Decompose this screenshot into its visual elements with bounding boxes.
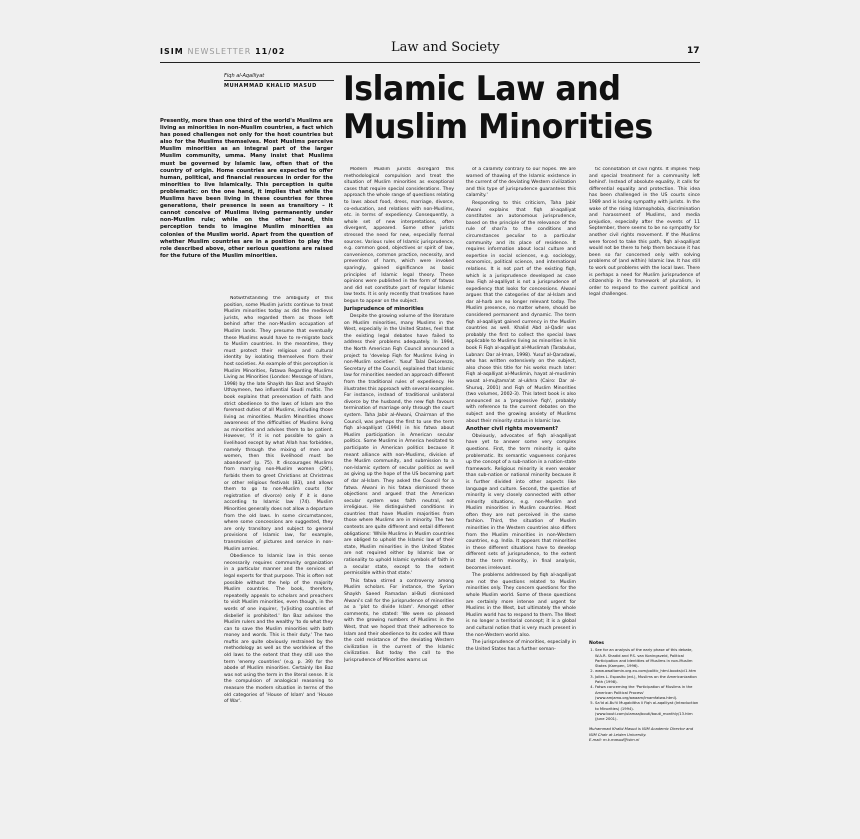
article-intro: Presently, more than one third of the world's Muslims are living as minorities in non-Muslim countries, a fact which has posed challenges not only for the host countries but also for the Muslims themselves. Most Muslims perceive Muslim minorities as an integral part of the larger Muslim community, umma. Many insist that Muslims must be governed by Islamic law, often that of the country of origin. Home countries are expected to offer human, political, and financial resources in order for the minorities to live Islamically. This perception is quite problematic: on the one hand, it implies that while the Muslims have been living in these countries for three generations, their presence is seen as transitory – it cannot conceive of Muslims living permanently under non-Muslim rule; while on the other hand, this perception tends to imagine Muslim minorities as colonies of the Muslim world. Apart from the question of whether Muslim countries are in a position to play the role described above, other serious questions are raised for the future of the Muslim minorities.	[160, 118, 333, 259]
column-4	[589, 167, 700, 343]
author-bio: Muhammad Khalid Masud is ISIM Academic Director and ISIM Chair at Leiden University.	[589, 727, 694, 737]
paragraph: Obedience to Islamic law in this sense necessarily requires community organization in a particular manner and the services of legal experts for that purpose. This is often not possible without the help of the majority Muslim countries. The book, therefore, repeatedly appeals to scholars and preachers to visit Muslim minorities, even though, in the words of one inquirer, '[v]isiting countries of disbelief is prohibited.' Ibn Baz advises the Muslim rulers and the wealthy 'to do what they can to save the Muslim minorities with both money and words. This is their duty.' The two muftis are quite obviously restrained by the methodology as well as the worldview of the old laws to the extent that they still use the term 'enemy countries' (e.g. p. 39) for the abode of Muslim minorities. Certainly Ibn Baz was not using the term in the literal sense. It is the compulsion of analogical reasoning to measure the modern situation in terms of the old categories of 'House of Islam' and 'House of War'.	[224, 554, 333, 705]
paragraph: The jurisprudence of minorities, especially in the United States has a further seman-	[466, 640, 576, 652]
author-name: MUHAMMAD KHALID MASUD	[224, 83, 317, 89]
newsletter-masthead	[160, 47, 285, 56]
notes-section	[589, 641, 700, 743]
column-2	[344, 167, 454, 807]
issue-number: 11/02	[255, 47, 286, 56]
header-divider	[160, 62, 700, 63]
author-email: E-mail: m.k.masud@isim.nl	[589, 738, 640, 743]
paragraph: of a calamity contrary to our hopes. We are warned of thawing of the Islamic existence in the current of the deviating Western civilization and this type of jurisprudence guarantees this calamity.'	[466, 167, 576, 199]
paragraph: Obviously, advocates of fiqh al-aqalliyat have yet to answer some very complex questions. First, the term minority is quite problematic. Its semantic vagueness conjures up the concept of a sub-nation in a nation-state framework. Religious minority is even weaker than sub-nation or national minority because it is further divided into other aspects like language and culture. Second, the question of minority is very closely connected with other minority situations, e.g. non-Muslim and Muslim minorities in Muslim countries. Most often they are not perceived in the same fashion. Third, the situation of Muslim minorities in the Western countries also differs from the Muslim minorities in non-Western countries, e.g. India. It appears that minorities in these different situations have to develop different sets of jurisprudence, to the extent that the term minority, in final analysis, becomes irrelevant.	[466, 433, 576, 571]
newsletter-label: NEWSLETTER	[187, 47, 252, 56]
page-number: 17	[687, 46, 700, 56]
column-3	[466, 167, 576, 807]
section-title: Law and Society	[391, 40, 500, 55]
note-item: 3. Jolles L. Esposito (ed.), Muslims on the Americanization Path (1998).	[595, 675, 700, 686]
notes-list	[589, 648, 700, 722]
subheading: Jurisprudence of minorities	[344, 306, 424, 313]
note-item: 5. Sa'id al-Bu'ti Mugabiltha li Fiqh al-aqalliyat (Introduction to Minorities) (1994). (www.bouti.com/ulamaa/bouti/bouti_monthly/13.htm (June 2001).	[595, 701, 700, 722]
note-item: 4. Fatwa concerning the 'Participation of Muslims in the American Political Process' (www.amjamo.org/awaam/imamfatwa.html).	[595, 685, 700, 701]
paragraph: Modern Muslim jurists disregard this methodological compulsion and treat the situation of Muslim minorities as exceptional cases that require special considerations. They approach the whole range of questions relating to laws about food, dress, marriage, divorce, co-education, and relations with non-Muslims, etc. in terms of expediency. Consequently, a whole set of new interpretations, often divergent, appeared. Some other jurists stressed the need for new, especially formal sources. Various rules of Islamic jurisprudence, e.g. common good, objectives or spirit of law, convenience, common practice, necessity, and prevention of harm, which were invoked sparingly, gained significance as basic principles of Islamic legal theory. These opinions were published in the form of fatwas and did not constitute part of regular Islamic law texts. It is only recently that treatises have begun to appear on the subject.	[344, 167, 454, 304]
title-line-1: Islamic Law and	[343, 69, 621, 109]
title-line-2: Muslim Minorities	[343, 107, 653, 147]
paragraph: Notwithstanding the ambiguity of this position, some Muslim jurists continue to treat Muslim minorities today as did the medieval jurists, who regarded them as those left behind after the non-Muslim occupation of Muslim lands. They presume that eventually these Muslims would have to re-migrate back to Muslim countries. In the meantime, they must protect their religious and cultural identity by isolating themselves from their host societies. An example of this perception is Muslim Minorities, Fatawa Regarding Muslims Living as Minorities (London: Message of Islam, 1998) by the late Shaykh Ibn Baz and Shaykh Uthaymeen, two influential Saudi muftis. The book explains that preservation of faith and strict obedience to the laws of Islam are the foremost duties of all Muslims, including those living as minorities. Muslim Minorities shows awareness of the difficulties of Muslims living as minorities and advises them to be patient. However, 'if it is not possible to gain a livelihood except by what Allah has forbidden, namely through the mixing of men and women, then this livelihood must be abandoned' (p. 75). It discourages Muslims from marrying non-Muslim women (29f.), forbids them to greet Christians at Christmas or other religious festivals (83), and allows them to go to non-Muslim courts (for registration of divorce) only if it is done according to Islamic law (74). Muslim Minorities generally does not allow a departure from the old laws. In some circumstances, where some concessions are suggested, they are only transitory and subject to general provisions of Islamic law, for example, transmission of pictures and service in non-Muslim armies.	[224, 296, 333, 552]
kicker: Fiqh al-Aqalliyat	[224, 73, 334, 81]
note-item: 2. www.awaltamin.org.eu.com/politic_html.books/ci1.htm	[595, 669, 700, 674]
paragraph: tic connotation of civil rights. It implies 'help and special treatment for a community left behind'. Instead of absolute equality, it calls for differential equality and protection. This idea has been challenged in the US courts since 1989 and is losing sympathy with jurists. In the wake of the rising Islamophobia, discrimination and harassment of Muslims, and media prejudice, especially after the events of 11 September, there seems to be no sympathy for another civil rights movement. If the Muslims were forced to take this path, fiqh al-aqalliyat would not be there to help them because it has been so far concerned only with solving problems of (and within) Islamic law. It has still to work out problems with the local laws. There is perhaps a need for Muslim jurisprudence of citizenship in the framework of pluralism, in order to respond to the current political and legal challenges.	[589, 167, 700, 298]
column-1	[224, 296, 333, 788]
paragraph: The problems addressed by fiqh al-aqalliyat are not the questions related to Muslim minorities only. They concern questions for the whole Muslim world. Some of these questions are certainly more intense and urgent for Muslims in the West, but ultimately the whole Muslim world has to respond to them. The West is no longer a territorial concept; it is a global and cultural notion that is very much present in the non-Western world also.	[466, 573, 576, 638]
note-item: 1. See for an analysis of the early phase of this debate, W.A.R. Shadid and P.S. van Koningsveld, Political Participation and Identities of Muslims in non-Muslim States (Kampen, 1996).	[595, 648, 700, 669]
paragraph: Responding to this criticism, Taha Jabir Alwani explains that fiqh al-aqalliyat constitutes an autonomous jurisprudence, based on the principle of the relevance of the rule of shari'a to the conditions and circumstances peculiar to a particular community and its place of residence. It requires information about local culture and expertise in social sciences, e.g. sociology, economics, political science, and international relations. It is not part of the existing fiqh, which is a jurisprudence developed as case law. Fiqh al-aqalliyat is not a jurisprudence of expediency that looks for concessions. Alwani argues that the categories of dar al-Islam and dar al-harb are no longer relevant today. The Muslim presence, no matter where, should be considered permanent and dynamic. The term fiqh al-aqalliyat gained currency in the Muslim countries as well. Khalid Abd al-Qadir was probably the first to collect the special laws applicable to Muslims living as minorities in his book Fi Fiqh al-aqalliyat al-Muslimah (Tarabulus, Lubnan: Dar al-Iman, 1998). Yusuf al-Qaradawi, who has written extensively on the subject, also chose this title for his works much later: Fiqh al-aqalliyat al-Muslimin, hayat al-muslimin wasat al-mujtama'at al-ukhra (Cairo: Dar al-Shuruq, 2001) and Fiqh of Muslim Minorities (two volumes, 2002-3). This latest book is also announced as a 'progressive fiqh', probably with reference to the current debates on the subject and the growing anxiety of Muslims about their minority status in Islamic law.	[466, 200, 576, 424]
paragraph: Despite the growing volume of the literature on Muslim minorities, many Muslims in the West, especially in the United States, feel that the existing legal debates have failed to address their problems adequately. In 1994, the North American Fiqh Council announced a project to 'develop Fiqh for Muslims living in non-Muslim societies'. Yusuf Talal DeLorenzo, Secretary of the Council, explained that Islamic law for minorities needed an approach different from the traditional rules of expediency. He illustrates this approach with several examples. For instance, instead of traditional unilateral divorce by the husband, the new fiqh favours termination of marriage only through the court system. Taha Jabir al-Alwani, Chairman of the Council, was perhaps the first to use the term fiqh al-aqalliyat (1994) in his fatwa about Muslim participation in American secular politics. Some Muslims in America hesitated to participate in American politics because it meant alliance with non-Muslims, division of the Muslim community, and submission to a non-Islamic system of secular politics as well as giving up the hope of the US becoming part of dar al-Islam. They asked the Council for a fatwa. Alwani in his fatwa dismissed these objections and argued that the American secular system was faith neutral, not irreligious. He distinguished conditions in countries that have Muslim majorities from those where Muslims are in minority. The two contexts are quite different and entail different obligations: 'While Muslims in Muslim countries are obliged to uphold the Islamic law of their state, Muslim minorities in the United States are not required either by Islamic law or rationality to uphold Islamic symbols of faith in a secular state, except to the extent permissible within that state.'	[344, 314, 454, 577]
byline	[224, 73, 334, 89]
subheading: Another civil rights movement?	[466, 426, 559, 433]
isim-label: ISIM	[160, 47, 184, 56]
notes-title: Notes	[589, 641, 605, 646]
paragraph: This fatwa stirred a controversy among Muslim scholars. For instance, the Syrian Shaykh Saeed Ramadan al-Buti dismissed Alwani's call for the jurisprudence of minorities as a 'plot to divide Islam'. Amongst other comments, he stated: 'We were so pleased with the growing numbers of Muslims in the West, that we hoped that their adherence to Islam and their obedience to its codes will thaw the cold resistance of the deviating Western civilization in the current of the Islamic civilization. But today the call to the Jurisprudence of Minorities warns us	[344, 578, 454, 663]
article-title	[343, 70, 653, 146]
